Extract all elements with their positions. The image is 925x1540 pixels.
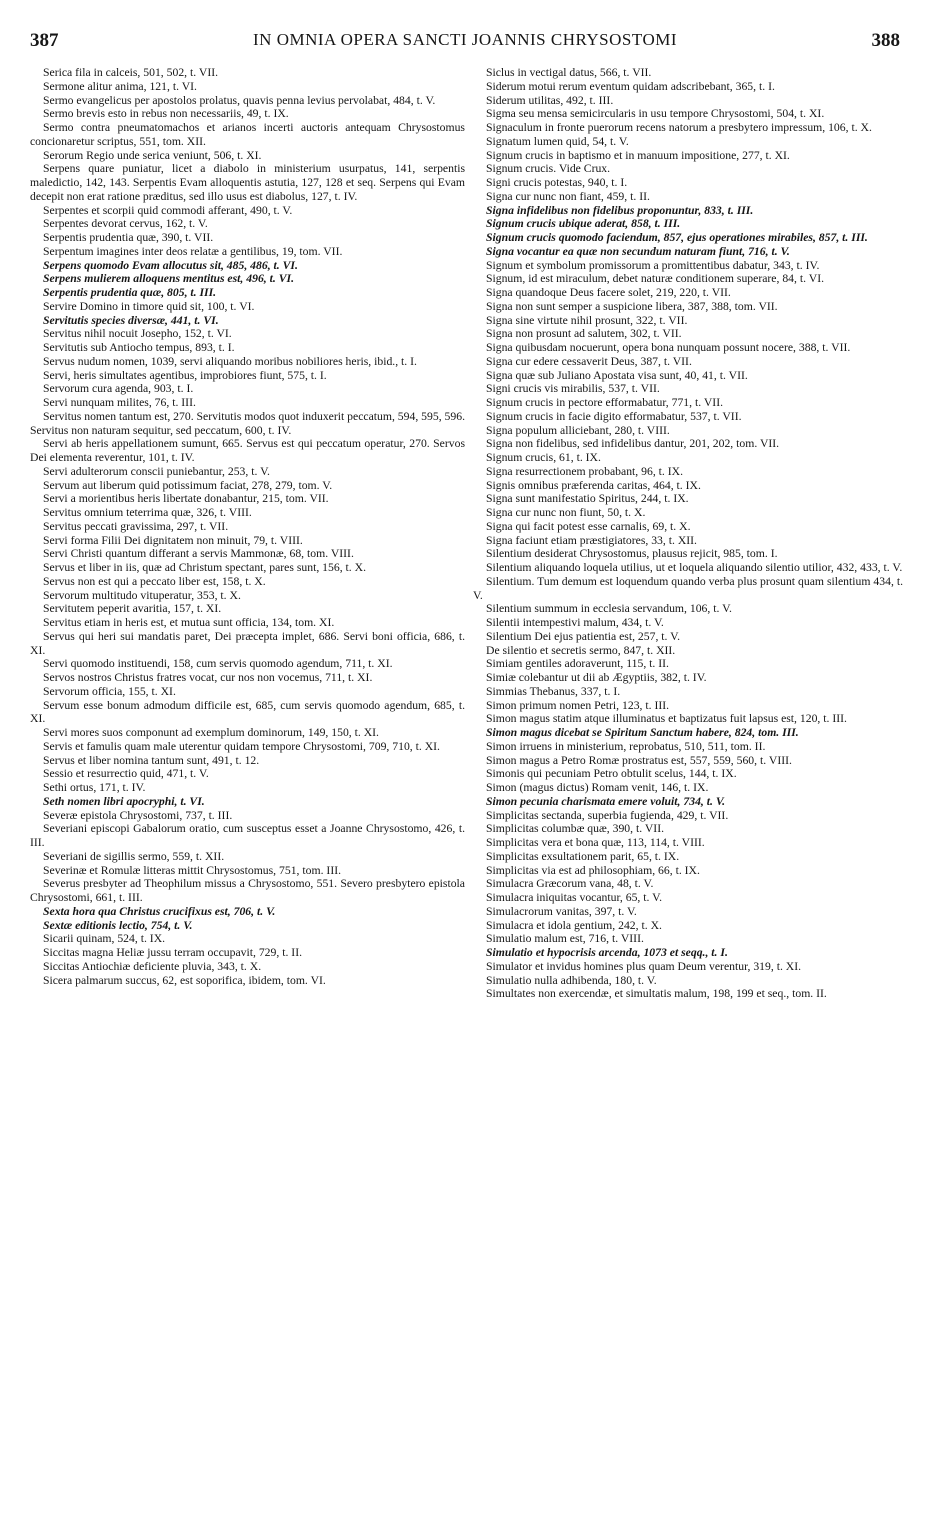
- index-entry: Siclus in vectigal datus, 566, t. VII.: [486, 66, 652, 79]
- index-entry: Signa cur edere cessaverit Deus, 387, t. VII.: [486, 354, 692, 368]
- index-entry: Signa quæ sub Juliano Apostata visa sunt, 40, 41, t. VII.: [486, 368, 748, 382]
- index-entry: Simulacra et idola gentium, 242, t. X.: [486, 918, 662, 932]
- index-entry: Servum aut liberum quid potissimum faciat, 278, 279, tom. V.: [43, 478, 333, 492]
- index-entry: Simon magus dicebat se Spiritum Sanctum habere, 824, tom. III.: [486, 726, 799, 739]
- index-entry: Serpentis prudentia quæ, 805, t. III.: [43, 286, 217, 299]
- index-entry: Siderum utilitas, 492, t. III.: [486, 93, 614, 107]
- index-entry: Silentium desiderat Chrysostomus, plausus rejicit, 985, tom. I.: [486, 547, 778, 561]
- index-entry: Simultates non exercendæ, et simultatis malum, 198, 199 et seq., tom. II.: [486, 987, 827, 1001]
- index-entry: Simmias Thebanus, 337, t. I.: [486, 684, 621, 698]
- index-entry: Signa infidelibus non fidelibus proponuntur, 833, t. III.: [486, 203, 754, 217]
- index-entry: Servis et famulis quam male uterentur quidam tempore Chrysostomi, 709, 710, t. XI.: [43, 739, 440, 753]
- index-entry: Signa quandoque Deus facere solet, 219, 220, t. VII.: [486, 286, 731, 299]
- index-entry: Signa qui facit potest esse carnalis, 69, t. X.: [486, 519, 691, 533]
- index-entry: Simulator et invidus homines plus quam Deum verentur, 319, t. XI.: [486, 959, 802, 973]
- index-entry: Signa vocantur ea quæ non secundum naturam fiunt, 716, t. V.: [486, 244, 790, 258]
- page-header: [30, 30, 900, 58]
- index-entry: Simulacra Græcorum vana, 48, t. V.: [486, 877, 654, 891]
- index-entry: Sermo brevis esto in rebus non necessariis, 49, t. IX.: [43, 107, 289, 121]
- index-entry: Servus et liber nomina tantum sunt, 491, t. 12.: [43, 753, 260, 767]
- index-entry: Sermone alitur anima, 121, t. VI.: [43, 79, 197, 93]
- index-entry: Siderum motui rerum eventum quidam adscribebant, 365, t. I.: [486, 79, 775, 93]
- index-entry: Signa faciunt etiam præstigiatores, 33, t. XII.: [486, 533, 697, 547]
- index-entry: Signis omnibus præferenda caritas, 464, t. IX.: [486, 478, 701, 492]
- index-entry: Serica fila in calceis, 501, 502, t. VII.: [43, 66, 219, 79]
- index-entry: Silentium aliquando loquela utilius, ut et loquela aliquando silentio utilior, 432, 433, t. V.: [486, 561, 903, 574]
- index-entry: Sicera palmarum succus, 62, est soporifica, ibidem, tom. VI.: [43, 973, 326, 987]
- index-entry: Signaculum in fronte puerorum recens natorum a presbytero impressum, 106, t. X.: [486, 121, 872, 134]
- index-entry: Simon primum nomen Petri, 123, t. III.: [486, 698, 670, 712]
- index-entry: Servitus peccati gravissima, 297, t. VII.: [43, 519, 229, 533]
- index-entry: Silentium summum in ecclesia servandum, 106, t. V.: [486, 602, 732, 616]
- index-entry: Simplicitas columbæ quæ, 390, t. VII.: [486, 822, 665, 836]
- index-entry: Serorum Regio unde serica veniunt, 506, t. XI.: [43, 148, 262, 162]
- index-entry: Simulatio nulla adhibenda, 180, t. V.: [486, 973, 657, 987]
- index-entry: Simonis qui pecuniam Petro obtulit scelus, 144, t. IX.: [486, 767, 737, 781]
- index-entry: Signum crucis quomodo faciendum, 857, ejus operationes mirabiles, 857, t. III.: [486, 231, 868, 244]
- index-entry: Servitus nomen tantum est, 270. Servitutis modos quot induxerit peccatum, 594, 595, 596. Servitus non naturam sequitur, sed peccatum, 600, t. IV.: [30, 409, 466, 437]
- index-entry: Servorum multitudo vituperatur, 353, t. X.: [43, 588, 241, 602]
- index-entry: Serpentes et scorpii quid commodi afferant, 490, t. V.: [43, 203, 293, 217]
- index-entry: Serpens quare puniatur, licet a diabolo in ministerium usurpatus, 141, serpentis maledictio, 142, 143. Serpentis Evam alloquentis astutia, 127, 128 et seq. Serpens qui Evam decepit non erat ratione præditus, sed illo usus est diabolus, 127, t. IV.: [30, 162, 465, 203]
- index-entry: Simplicitas sectanda, superbia fugienda, 429, t. VII.: [486, 808, 729, 822]
- index-entry: Signi crucis potestas, 940, t. I.: [486, 176, 628, 189]
- index-entry: Signum crucis. Vide Crux.: [486, 162, 611, 176]
- index-entry: Signa populum alliciebant, 280, t. VIII.: [486, 423, 670, 437]
- index-entry: Simulacra iniquitas vocantur, 65, t. V.: [486, 891, 663, 904]
- index-entry: Servi a morientibus heris libertate donabantur, 215, tom. VII.: [43, 492, 329, 506]
- index-entry: Servi, heris simultates agentibus, improbiores fiunt, 575, t. I.: [43, 368, 327, 382]
- index-entry: Servorum officia, 155, t. XI.: [43, 684, 176, 698]
- index-entry: Serpentum imagines inter deos relatæ a gentilibus, 19, tom. VII.: [43, 244, 343, 258]
- index-entry: Signi crucis vis mirabilis, 537, t. VII.: [486, 382, 660, 396]
- index-entry: Simplicitas via est ad philosophiam, 66, t. IX.: [486, 863, 700, 877]
- index-entry: Servi mores suos componunt ad exemplum dominorum, 149, 150, t. XI.: [43, 726, 379, 739]
- index-entry: Simiam gentiles adoraverunt, 115, t. II.: [486, 657, 669, 671]
- index-entry: Servire Domino in timore quid sit, 100, t. VI.: [43, 299, 255, 313]
- index-entry: Signum crucis in pectore efformabatur, 771, t. VII.: [486, 396, 724, 409]
- index-entry: Sermo contra pneumatomachos et arianos incerti auctoris antequam Chrysostomus concionaretur scriptus, 551, tom. XII.: [30, 121, 465, 148]
- index-entry: Servitus etiam in heris est, et mutua sunt officia, 134, tom. XI.: [43, 616, 335, 629]
- page-number-left: 387: [30, 30, 59, 51]
- index-entry: Siccitas magna Heliæ jussu terram occupavit, 729, t. II.: [43, 946, 303, 959]
- index-entry: Servi ab heris appellationem sumunt, 665. Servus est qui peccatum operatur, 270. Servos Dei elementa reverentur, 101, t. IV.: [30, 437, 465, 464]
- index-entry: Servi adulterorum conscii puniebantur, 253, t. V.: [43, 464, 270, 478]
- index-entry: Signatum lumen quid, 54, t. V.: [486, 134, 629, 148]
- index-entry: Signum crucis, 61, t. IX.: [486, 451, 601, 464]
- index-entry: Siccitas Antiochiæ deficiente pluvia, 343, t. X.: [43, 959, 262, 973]
- index-entry: Serpentis prudentia quæ, 390, t. VII.: [43, 231, 214, 244]
- index-entry: Servus qui heri sui mandatis paret, Dei præcepta implet, 686. Servi boni officia, 686, t. XI.: [30, 629, 465, 657]
- index-entry: Servitutis sub Antiocho tempus, 893, t. I.: [43, 341, 235, 354]
- index-entry: Sexta hora qua Christus crucifixus est, 706, t. V.: [43, 904, 276, 918]
- index-entry: Signa cur nunc non fiunt, 50, t. X.: [486, 506, 646, 519]
- index-entry: Simplicitas exsultationem parit, 65, t. IX.: [486, 849, 680, 863]
- index-entry: Signum crucis ubique aderat, 858, t. III.: [486, 217, 681, 231]
- index-entry: Servitus omnium teterrima quæ, 326, t. VIII.: [43, 506, 252, 519]
- index-entry: Sextæ editionis lectio, 754, t. V.: [43, 918, 193, 932]
- index-entry: Serpentes devorat cervus, 162, t. V.: [43, 217, 208, 231]
- index-entry: Servus non est qui a peccato liber est, 158, t. X.: [43, 574, 266, 588]
- index-entry: Seth nomen libri apocryphi, t. VI.: [43, 794, 205, 808]
- index-column-left: [30, 66, 465, 987]
- index-entry: Servi nunquam milites, 76, t. III.: [43, 396, 196, 409]
- index-entry: Servi Christi quantum differant a servis Mammonæ, 68, tom. VIII.: [43, 547, 354, 561]
- index-entry: Signa non sunt semper a suspicione libera, 387, 388, tom. VII.: [486, 299, 778, 313]
- index-entry: Simon magus a Petro Romæ prostratus est, 557, 559, 560, t. VIII.: [486, 753, 792, 767]
- index-entry: Silentii intempestivi malum, 434, t. V.: [486, 616, 664, 629]
- index-entry: Signum, id est miraculum, debet naturæ conditionem superare, 84, t. VI.: [486, 272, 825, 286]
- index-entry: Servum esse bonum admodum difficile est, 685, cum servis quomodo agendum, 685, t. XI.: [30, 698, 465, 726]
- index-entry: Signa sunt manifestatio Spiritus, 244, t. IX.: [486, 492, 689, 506]
- index-entry: Simulatio et hypocrisis arcenda, 1073 et seqq., t. I.: [486, 946, 728, 959]
- index-entry: Signum crucis in baptismo et in manuum impositione, 277, t. XI.: [486, 148, 790, 162]
- index-entry: Signa non prosunt ad salutem, 302, t. VII.: [486, 327, 682, 341]
- index-entry: Sermo evangelicus per apostolos prolatus, quavis penna levius pervolabat, 484, t. V.: [43, 93, 436, 107]
- index-entry: Sessio et resurrectio quid, 471, t. V.: [43, 767, 209, 781]
- index-entry: Simon pecunia charismata emere voluit, 734, t. V.: [486, 794, 726, 808]
- index-entry: Servi forma Filii Dei dignitatem non minuit, 79, t. VIII.: [43, 533, 303, 547]
- index-entry: Simulacrorum vanitas, 397, t. V.: [486, 904, 637, 918]
- index-entry: Silentium. Tum demum est loquendum quando verba plus prosunt quam silentium 434, t. V.: [473, 574, 903, 602]
- running-title: IN OMNIA OPERA SANCTI JOANNIS CHRYSOSTOMI: [253, 30, 677, 49]
- index-entry: Severinæ et Romulæ litteras mittit Chrysostomus, 751, tom. III.: [43, 863, 342, 877]
- index-entry: Simplicitas vera et bona quæ, 113, 114, t. VIII.: [486, 836, 705, 849]
- index-entry: Servus nudum nomen, 1039, servi aliquando moribus nobiliores heris, ibid., t. I.: [43, 354, 417, 368]
- index-entry: Serpens quomodo Evam allocutus sit, 485, 486, t. VI.: [43, 258, 298, 272]
- page-number-right: 388: [871, 30, 900, 51]
- index-column-right: [473, 66, 903, 1001]
- index-entry: Simiæ colebantur ut dii ab Ægyptiis, 382, t. IV.: [486, 671, 707, 684]
- index-entry: Signa cur nunc non fiant, 459, t. II.: [486, 189, 650, 203]
- index-entry: Simon irruens in ministerium, reprobatus, 510, 511, tom. II.: [486, 739, 766, 753]
- index-entry: Sethi ortus, 171, t. IV.: [43, 781, 146, 794]
- index-entry: Servorum cura agenda, 903, t. I.: [43, 382, 194, 396]
- index-entry: Servitutem peperit avaritia, 157, t. XI.: [43, 602, 222, 616]
- index-entry: Servos nostros Christus fratres vocat, cur nos non vocemus, 711, t. XI.: [43, 671, 373, 684]
- index-entry: Severus presbyter ad Theophilum missus a Chrysostomo, 551. Severo presbytero epistola Chrysostomi, 661, t. III.: [30, 877, 465, 904]
- index-entry: De silentio et secretis sermo, 847, t. XII.: [486, 643, 676, 657]
- index-entry: Sicarii quinam, 524, t. IX.: [43, 932, 166, 946]
- index-entry: Servus et liber in iis, quæ ad Christum spectant, pares sunt, 156, t. X.: [43, 561, 366, 574]
- index-entry: Simulatio malum est, 716, t. VIII.: [486, 932, 644, 946]
- index-entry: Severiani de sigillis sermo, 559, t. XII.: [43, 849, 225, 863]
- index-entry: Servi quomodo instituendi, 158, cum servis quomodo agendum, 711, t. XI.: [43, 657, 393, 671]
- index-entry: Servitus nihil nocuit Josepho, 152, t. VI.: [43, 327, 232, 341]
- index-entry: Severiani episcopi Gabalorum oratio, cum susceptus esset a Joanne Chrysostomo, 426, t. III.: [30, 822, 465, 849]
- index-entry: Simon (magus dictus) Romam venit, 146, t. IX.: [486, 781, 709, 794]
- index-entry: Servitutis species diversæ, 441, t. VI.: [43, 313, 219, 327]
- index-entry: Signa resurrectionem probabant, 96, t. IX.: [486, 464, 684, 478]
- index-entry: Serpens mulierem alloquens mentitus est, 496, t. VI.: [43, 272, 294, 286]
- index-entry: Signa non fidelibus, sed infidelibus dantur, 201, 202, tom. VII.: [486, 437, 780, 451]
- index-entry: Severæ epistola Chrysostomi, 737, t. III.: [43, 808, 233, 822]
- index-entry: Silentium Dei ejus patientia est, 257, t. V.: [486, 629, 681, 643]
- index-entry: Simon magus statim atque illuminatus et baptizatus fuit lapsus est, 120, t. III.: [486, 712, 847, 726]
- index-entry: Sigma seu mensa semicircularis in usu tempore Chrysostomi, 504, t. XI.: [486, 107, 825, 121]
- index-entry: Signum crucis in facie digito efformabatur, 537, t. VII.: [486, 409, 742, 423]
- index-entry: Signa quibusdam nocuerunt, opera bona nunquam possunt nocere, 388, t. VII.: [486, 341, 851, 354]
- index-entry: Signa sine virtute nihil prosunt, 322, t. VII.: [486, 313, 688, 327]
- index-entry: Signum et symbolum promissorum a promittentibus dabatur, 343, t. IV.: [486, 258, 820, 272]
